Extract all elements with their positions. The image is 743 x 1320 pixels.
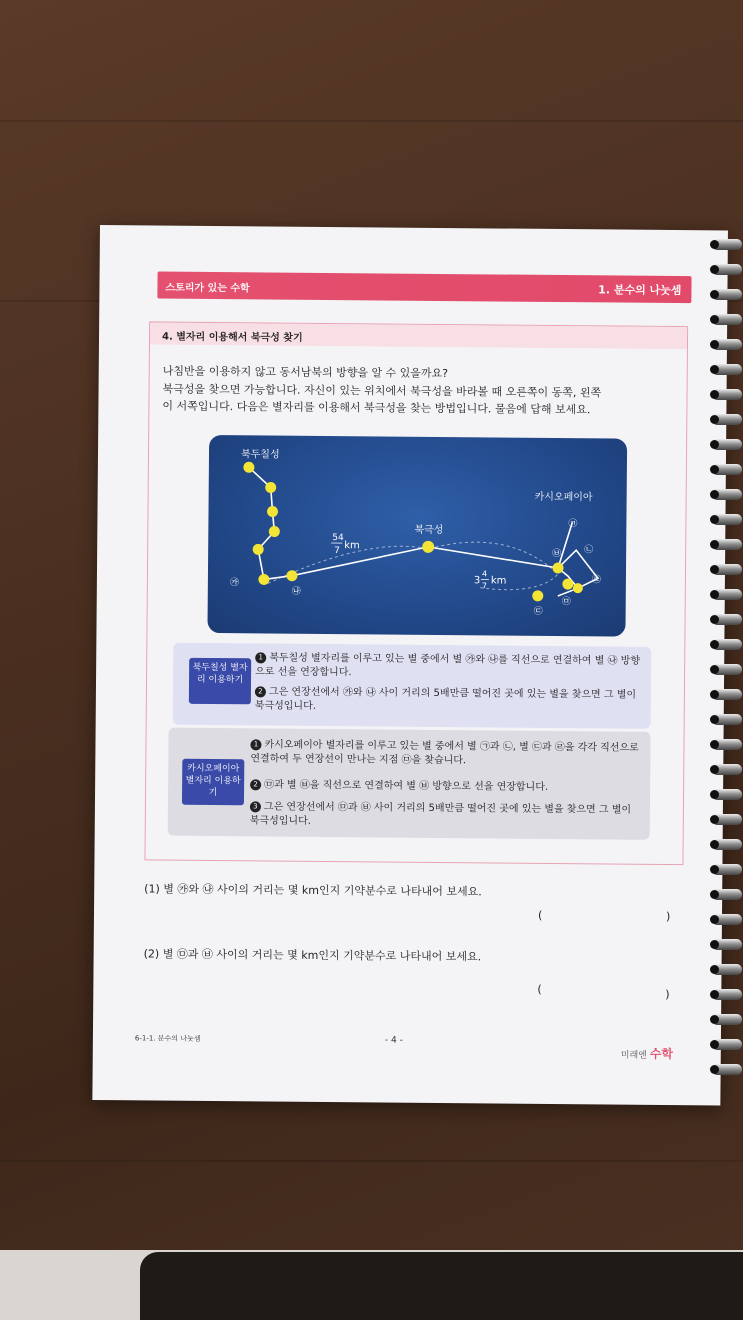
star bbox=[562, 579, 573, 590]
star-3-label: ㉢ bbox=[533, 606, 543, 617]
header-bar bbox=[157, 272, 691, 304]
polaris-star bbox=[422, 541, 434, 553]
star-4-label: ㉣ bbox=[591, 575, 601, 586]
spiral-binding bbox=[708, 235, 743, 1095]
dist2-den: 7 bbox=[481, 581, 487, 591]
binding-ring bbox=[712, 1014, 742, 1025]
method2-box bbox=[168, 728, 651, 840]
step-number-icon: 1 bbox=[255, 652, 266, 663]
step-number-icon: 3 bbox=[250, 801, 261, 812]
method2-step3 bbox=[250, 800, 640, 831]
binding-ring bbox=[712, 589, 742, 600]
chair bbox=[140, 1252, 743, 1320]
method1-step2 bbox=[255, 685, 645, 716]
binding-ring bbox=[712, 814, 742, 825]
binding-ring bbox=[712, 564, 742, 575]
binding-ring bbox=[712, 789, 742, 800]
method2-step1-text: 카시오페이아 별자리를 이루고 있는 별 중에서 별 ㉠과 ㉡, 별 ㉢과 ㉣을 각각 직선으로 연결하여 두 연장선이 만나는 지점 ㉤을 찾습니다. bbox=[250, 739, 639, 767]
dist1-num: 54 bbox=[332, 533, 344, 544]
binding-ring bbox=[712, 1064, 742, 1075]
answer-paren-close-2: ) bbox=[665, 987, 670, 1001]
method1-box bbox=[173, 643, 652, 729]
binding-ring bbox=[712, 989, 742, 1000]
section-box bbox=[144, 321, 688, 865]
star-ga-label: ㉮ bbox=[229, 578, 239, 589]
star bbox=[552, 562, 563, 573]
binding-ring bbox=[712, 314, 742, 325]
binding-ring bbox=[712, 689, 742, 700]
star-1-label: ㉠ bbox=[568, 519, 578, 530]
intro-line: 북극성을 찾으면 가능합니다. 자신이 있는 위치에서 북극성을 바라볼 때 오른쪽이 동쪽, 왼쪽 bbox=[162, 382, 602, 399]
star-6-label: ㉥ bbox=[552, 548, 562, 560]
section-title bbox=[150, 322, 687, 349]
method1-step2-text: 그은 연장선에서 ㉮와 ㉯ 사이 거리의 5배만큼 떨어진 곳에 있는 별을 찾으면 그 별이 북극성입니다. bbox=[254, 686, 637, 712]
method1-step1 bbox=[255, 651, 645, 682]
binding-ring bbox=[712, 739, 742, 750]
method1-step1-text: 북두칠성 별자리를 이루고 있는 별 중에서 별 ㉮와 ㉯를 직선으로 연결하여 별 ㉯ 방향으로 선을 연장합니다. bbox=[255, 652, 641, 679]
intro-text bbox=[162, 363, 672, 420]
binding-ring bbox=[712, 414, 742, 425]
star bbox=[573, 583, 583, 593]
dist1-den: 7 bbox=[334, 546, 340, 557]
method2-step2-text: ㉤과 별 ㉥을 직선으로 연결하여 별 ㉥ 방향으로 선을 연장합니다. bbox=[264, 779, 549, 793]
step-number-icon: 2 bbox=[255, 686, 266, 697]
binding-ring bbox=[712, 389, 742, 400]
binding-ring bbox=[712, 664, 742, 675]
section-title-text: 4. 별자리 이용해서 북극성 찾기 bbox=[161, 331, 303, 344]
dist2-whole: 3 bbox=[473, 575, 481, 587]
binding-ring bbox=[712, 914, 742, 925]
method2-tag: 카시오페이아 별자리 이용하기 bbox=[182, 759, 244, 806]
step-number-icon: 1 bbox=[250, 739, 261, 750]
binding-ring bbox=[712, 339, 742, 350]
binding-ring bbox=[712, 714, 742, 725]
intro-line: 이 서쪽입니다. 다음은 별자리를 이용해서 북극성을 찾는 방법입니다. 물음에 답해 보세요. bbox=[162, 399, 591, 417]
page-number: - 4 - bbox=[384, 1035, 403, 1046]
star bbox=[267, 506, 278, 517]
star-2-label: ㉡ bbox=[584, 545, 594, 556]
star-na-label: ㉯ bbox=[291, 586, 301, 597]
binding-ring bbox=[712, 614, 742, 625]
big-dipper-label: 북두칠성 bbox=[240, 449, 280, 461]
brand-prefix: 미래엔 bbox=[620, 1050, 647, 1061]
star-map-svg bbox=[207, 435, 627, 637]
answer-paren-open-1: ( bbox=[537, 908, 543, 922]
cassiopeia-label: 카시오페이아 bbox=[534, 491, 593, 504]
binding-ring bbox=[712, 939, 742, 950]
dashed-guide bbox=[268, 540, 558, 590]
binding-ring bbox=[712, 264, 742, 275]
workbook-page bbox=[92, 225, 728, 1105]
header-right: 1. 분수의 나눗셈 bbox=[598, 283, 682, 298]
binding-ring bbox=[712, 464, 742, 475]
brand-name: 수학 bbox=[649, 1046, 674, 1062]
dist1-unit: km bbox=[344, 540, 360, 552]
binding-ring bbox=[712, 839, 742, 850]
answer-paren-open-2: ( bbox=[537, 982, 542, 996]
binding-ring bbox=[712, 514, 742, 525]
binding-ring bbox=[712, 539, 742, 550]
star bbox=[265, 482, 276, 493]
star-map bbox=[207, 435, 627, 637]
binding-ring bbox=[712, 639, 742, 650]
question-2: (2) 별 ㉤과 ㉥ 사이의 거리는 몇 km인지 기약분수로 나타내어 보세요. bbox=[143, 947, 482, 964]
footer-left: 6-1-1. 분수의 나눗셈 bbox=[134, 1034, 201, 1043]
binding-ring bbox=[712, 489, 742, 500]
brand-logo bbox=[621, 1045, 673, 1062]
step-number-icon: 2 bbox=[250, 779, 261, 790]
method2-step1 bbox=[250, 738, 640, 769]
answer-paren-close-1: ) bbox=[665, 909, 671, 924]
dist2-num: 4 bbox=[481, 569, 488, 579]
binding-ring bbox=[712, 289, 742, 300]
star bbox=[243, 462, 254, 473]
binding-ring bbox=[712, 964, 742, 975]
method2-step3-text: 그은 연장선에서 ㉤과 ㉥ 사이 거리의 5배만큼 떨어진 곳에 있는 별을 찾으면 그 별이 북극성입니다. bbox=[249, 801, 632, 827]
binding-ring bbox=[712, 889, 742, 900]
star bbox=[532, 590, 543, 601]
intro-line: 나침반을 이용하지 않고 동서남북의 방향을 알 수 있을까요? bbox=[162, 364, 449, 381]
star-ga bbox=[258, 574, 269, 585]
binding-ring bbox=[712, 439, 742, 450]
binding-ring bbox=[712, 864, 742, 875]
star bbox=[269, 526, 280, 537]
polaris-label: 북극성 bbox=[414, 524, 444, 537]
binding-ring bbox=[712, 764, 742, 775]
binding-ring bbox=[712, 364, 742, 375]
dist2-unit: km bbox=[490, 575, 507, 587]
method2-step2 bbox=[250, 778, 640, 795]
method1-tag: 북두칠성 별자리 이용하기 bbox=[189, 658, 251, 705]
question-1: (1) 별 ㉮와 ㉯ 사이의 거리는 몇 km인지 기약분수로 나타내어 보세요. bbox=[144, 882, 482, 899]
binding-ring bbox=[712, 1039, 742, 1050]
binding-ring bbox=[712, 239, 742, 250]
header-left: 스토리가 있는 수학 bbox=[165, 282, 250, 295]
star bbox=[253, 544, 264, 555]
star-5-label: ㉤ bbox=[561, 597, 571, 608]
star-na bbox=[286, 570, 297, 581]
